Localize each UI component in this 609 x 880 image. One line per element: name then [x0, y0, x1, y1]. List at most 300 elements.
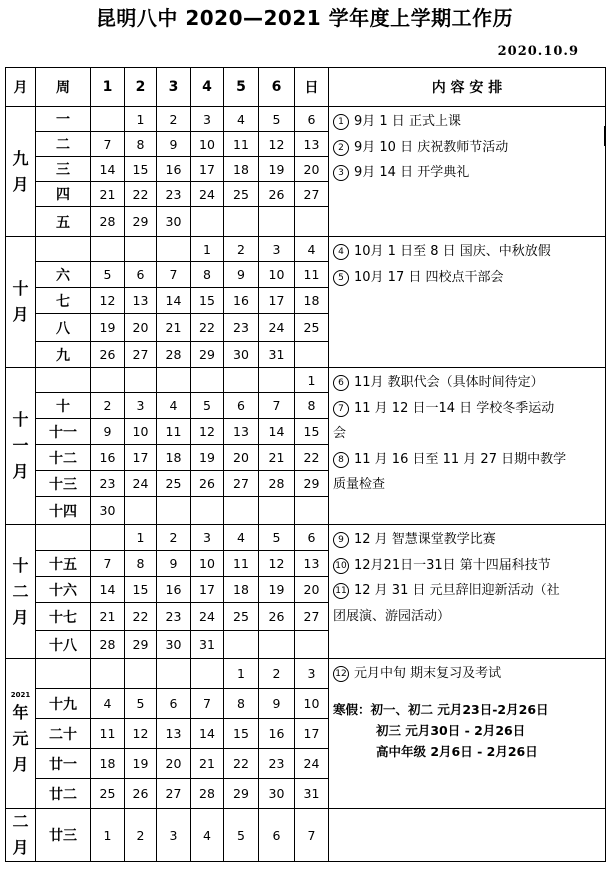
day-cell: 22	[125, 603, 157, 631]
events-oct	[329, 237, 606, 368]
event-text: 10月 1 日至 8 日 国庆、中秋放假	[354, 244, 551, 259]
day-cell: 2	[157, 525, 191, 551]
day-cell: 1	[125, 525, 157, 551]
day-cell: 1	[191, 237, 224, 262]
event-item	[333, 109, 605, 135]
day-cell: 9	[259, 689, 295, 719]
day-cell: 20	[125, 314, 157, 342]
event-item	[333, 396, 605, 422]
week-row	[6, 659, 606, 689]
event-item	[333, 661, 605, 687]
day-cell: 19	[259, 577, 295, 603]
events-nov	[329, 368, 606, 525]
events-sep	[329, 107, 606, 237]
event-item	[333, 447, 605, 473]
day-cell: 25	[157, 471, 191, 497]
day-cell	[295, 497, 329, 525]
day-cell: 1	[295, 368, 329, 393]
day-cell: 31	[259, 342, 295, 368]
week-number: 三	[36, 157, 91, 182]
header-day-5: 5	[224, 68, 259, 107]
day-cell	[91, 525, 125, 551]
day-cell: 21	[191, 749, 224, 779]
month-cell	[6, 809, 36, 862]
day-cell	[259, 368, 295, 393]
day-cell: 15	[295, 419, 329, 445]
day-cell	[91, 107, 125, 132]
day-cell: 17	[259, 288, 295, 314]
day-cell: 12	[125, 719, 157, 749]
day-cell: 1	[125, 107, 157, 132]
day-cell: 30	[259, 779, 295, 809]
event-text: 10月 17 日 四校点干部会	[354, 269, 504, 285]
day-cell: 10	[125, 419, 157, 445]
event-text: 11 月 12 日一14 日 学校冬季运动	[354, 400, 555, 416]
week-number: 九	[36, 342, 91, 368]
week-number: 十	[36, 393, 91, 419]
header-day-1: 1	[91, 68, 125, 107]
day-cell: 21	[91, 603, 125, 631]
day-cell: 21	[91, 182, 125, 207]
month-char: 月	[12, 754, 29, 774]
day-cell: 29	[125, 631, 157, 659]
day-cell: 12	[191, 419, 224, 445]
holiday-line-1: 寒假：初一、初二 元月23日-2月26日	[333, 701, 549, 717]
day-cell: 5	[91, 262, 125, 288]
month-year: 2021	[10, 690, 31, 699]
day-cell: 14	[259, 419, 295, 445]
month-char: 二	[12, 812, 29, 831]
day-cell: 25	[91, 779, 125, 809]
event-number: 4	[333, 244, 349, 260]
day-cell: 3	[157, 809, 191, 862]
day-cell	[91, 659, 125, 689]
day-cell: 24	[125, 471, 157, 497]
event-text: 12月21日一31日 第十四届科技节	[354, 557, 551, 573]
day-cell: 2	[125, 809, 157, 862]
day-cell: 9	[91, 419, 125, 445]
day-cell: 7	[191, 689, 224, 719]
day-cell: 24	[259, 314, 295, 342]
day-cell: 11	[91, 719, 125, 749]
day-cell	[157, 659, 191, 689]
day-cell: 17	[191, 157, 224, 182]
day-cell: 30	[224, 342, 259, 368]
winter-holiday	[333, 699, 605, 762]
day-cell: 2	[157, 107, 191, 132]
week-number	[36, 237, 91, 262]
week-number	[36, 368, 91, 393]
day-cell: 28	[91, 207, 125, 237]
header-day-2: 2	[125, 68, 157, 107]
week-number: 八	[36, 314, 91, 342]
day-cell: 10	[259, 262, 295, 288]
events-jan	[329, 659, 606, 809]
day-cell: 12	[259, 551, 295, 577]
week-row	[6, 525, 606, 551]
day-cell: 17	[125, 445, 157, 471]
day-cell: 5	[224, 809, 259, 862]
day-cell: 16	[157, 157, 191, 182]
event-number: 6	[333, 375, 349, 391]
day-cell	[157, 237, 191, 262]
event-continuation: 团展演、游园活动）	[333, 608, 451, 624]
day-cell: 14	[191, 719, 224, 749]
week-number: 十五	[36, 551, 91, 577]
day-cell	[295, 631, 329, 659]
day-cell: 3	[295, 659, 329, 689]
month-char: 月	[12, 174, 29, 194]
month-cell	[6, 368, 36, 525]
day-cell: 8	[295, 393, 329, 419]
day-cell: 30	[157, 631, 191, 659]
events-dec	[329, 525, 606, 659]
day-cell: 13	[295, 551, 329, 577]
day-cell: 27	[157, 779, 191, 809]
header-week: 周	[36, 68, 91, 107]
page-title: 昆明八中 2020—2021 学年度上学期工作历	[95, 6, 514, 30]
day-cell: 25	[295, 314, 329, 342]
day-cell: 28	[259, 471, 295, 497]
day-cell: 31	[295, 779, 329, 809]
day-cell: 29	[125, 207, 157, 237]
day-cell: 18	[295, 288, 329, 314]
day-cell: 14	[91, 157, 125, 182]
week-number: 六	[36, 262, 91, 288]
day-cell: 23	[259, 749, 295, 779]
day-cell: 18	[91, 749, 125, 779]
event-item	[333, 239, 605, 265]
day-cell: 26	[191, 471, 224, 497]
day-cell	[224, 207, 259, 237]
day-cell: 22	[125, 182, 157, 207]
day-cell: 21	[259, 445, 295, 471]
day-cell: 27	[224, 471, 259, 497]
week-number: 二十	[36, 719, 91, 749]
day-cell: 13	[157, 719, 191, 749]
day-cell: 23	[157, 182, 191, 207]
day-cell: 1	[224, 659, 259, 689]
week-number	[36, 659, 91, 689]
day-cell: 28	[157, 342, 191, 368]
month-char: 十	[12, 410, 29, 429]
day-cell: 29	[295, 471, 329, 497]
day-cell: 8	[125, 132, 157, 157]
day-cell: 17	[191, 577, 224, 603]
week-row	[6, 107, 606, 132]
day-cell: 26	[259, 603, 295, 631]
day-cell	[224, 368, 259, 393]
day-cell: 4	[191, 809, 224, 862]
day-cell	[191, 659, 224, 689]
week-row	[6, 237, 606, 262]
day-cell: 27	[125, 342, 157, 368]
day-cell: 18	[224, 577, 259, 603]
month-char: 二	[12, 581, 29, 601]
month-char: 年	[12, 702, 29, 722]
day-cell	[224, 631, 259, 659]
day-cell: 18	[157, 445, 191, 471]
week-number: 十八	[36, 631, 91, 659]
day-cell: 21	[157, 314, 191, 342]
event-number: 7	[333, 401, 349, 417]
week-number: 廿二	[36, 779, 91, 809]
event-number: 2	[333, 140, 349, 156]
day-cell: 5	[259, 107, 295, 132]
month-char: 月	[12, 838, 29, 857]
day-cell: 5	[259, 525, 295, 551]
day-cell: 4	[224, 525, 259, 551]
day-cell: 28	[191, 779, 224, 809]
month-char: 十	[12, 555, 29, 575]
week-number: 五	[36, 207, 91, 237]
issue-date: 2020.10.9	[497, 44, 579, 59]
day-cell: 26	[91, 342, 125, 368]
event-text: 元月中旬 期末复习及考试	[354, 666, 502, 681]
day-cell: 1	[91, 809, 125, 862]
event-number: 11	[333, 583, 349, 599]
day-cell: 6	[224, 393, 259, 419]
event-continuation: 会	[333, 426, 347, 441]
event-item	[333, 527, 605, 553]
week-row	[6, 809, 606, 862]
header-month: 月	[6, 68, 36, 107]
month-char: 一	[12, 436, 29, 455]
day-cell: 7	[295, 809, 329, 862]
month-char: 月	[12, 462, 29, 481]
day-cell: 3	[191, 107, 224, 132]
day-cell: 13	[295, 132, 329, 157]
event-item	[333, 370, 605, 396]
week-number: 四	[36, 182, 91, 207]
event-number: 8	[333, 452, 349, 468]
week-number: 十三	[36, 471, 91, 497]
event-continuation: 质量检查	[333, 477, 386, 492]
header-day-7: 日	[295, 68, 329, 107]
day-cell: 26	[259, 182, 295, 207]
day-cell: 23	[224, 314, 259, 342]
day-cell	[191, 368, 224, 393]
day-cell: 2	[224, 237, 259, 262]
header-day-4: 4	[191, 68, 224, 107]
week-number: 十六	[36, 577, 91, 603]
day-cell: 5	[125, 689, 157, 719]
day-cell: 4	[224, 107, 259, 132]
calendar-table	[5, 67, 606, 862]
day-cell	[224, 497, 259, 525]
day-cell: 19	[259, 157, 295, 182]
day-cell: 14	[157, 288, 191, 314]
event-text: 11 月 16 日至 11 月 27 日期中教学	[354, 451, 567, 467]
day-cell: 10	[295, 689, 329, 719]
month-char: 十	[12, 279, 29, 298]
day-cell	[125, 237, 157, 262]
event-number: 9	[333, 532, 349, 548]
month-cell	[6, 659, 36, 809]
week-number: 十九	[36, 689, 91, 719]
day-cell	[91, 237, 125, 262]
day-cell: 6	[295, 107, 329, 132]
month-char: 月	[12, 305, 29, 324]
day-cell: 15	[191, 288, 224, 314]
day-cell: 25	[224, 603, 259, 631]
week-number: 十二	[36, 445, 91, 471]
event-text: 11月 教职代会（具体时间待定）	[354, 375, 544, 390]
day-cell: 20	[295, 577, 329, 603]
day-cell: 15	[125, 577, 157, 603]
day-cell: 9	[157, 132, 191, 157]
day-cell: 16	[224, 288, 259, 314]
events-feb	[329, 809, 606, 862]
header-row	[6, 68, 606, 107]
day-cell: 16	[157, 577, 191, 603]
day-cell: 15	[125, 157, 157, 182]
month-char: 元	[12, 728, 29, 748]
day-cell: 24	[191, 182, 224, 207]
day-cell: 10	[191, 551, 224, 577]
day-cell	[295, 207, 329, 237]
day-cell: 24	[191, 603, 224, 631]
day-cell: 6	[295, 525, 329, 551]
week-number: 廿一	[36, 749, 91, 779]
day-cell: 30	[157, 207, 191, 237]
day-cell: 6	[125, 262, 157, 288]
day-cell: 16	[259, 719, 295, 749]
day-cell: 20	[295, 157, 329, 182]
day-cell: 28	[91, 631, 125, 659]
header-day-6: 6	[259, 68, 295, 107]
day-cell: 2	[259, 659, 295, 689]
event-item	[333, 160, 605, 186]
day-cell: 10	[191, 132, 224, 157]
event-number: 1	[333, 114, 349, 130]
day-cell: 24	[295, 749, 329, 779]
week-number: 七	[36, 288, 91, 314]
day-cell: 9	[157, 551, 191, 577]
day-cell: 13	[125, 288, 157, 314]
day-cell: 8	[125, 551, 157, 577]
day-cell: 30	[91, 497, 125, 525]
day-cell: 13	[224, 419, 259, 445]
day-cell: 22	[191, 314, 224, 342]
event-text: 9月 1 日 正式上课	[354, 114, 461, 129]
week-number: 十七	[36, 603, 91, 631]
event-text: 12 月 智慧课堂教学比赛	[354, 532, 496, 547]
day-cell: 11	[224, 132, 259, 157]
day-cell: 4	[295, 237, 329, 262]
day-cell: 29	[224, 779, 259, 809]
day-cell: 19	[125, 749, 157, 779]
holiday-line-3: 高中年级 2月6日 - 2月26日	[376, 743, 538, 759]
week-number: 十四	[36, 497, 91, 525]
week-row	[6, 368, 606, 393]
day-cell: 7	[91, 132, 125, 157]
month-cell	[6, 237, 36, 368]
day-cell	[259, 207, 295, 237]
day-cell: 11	[295, 262, 329, 288]
day-cell: 20	[157, 749, 191, 779]
day-cell: 22	[295, 445, 329, 471]
day-cell: 7	[259, 393, 295, 419]
event-item	[333, 578, 605, 604]
day-cell: 7	[157, 262, 191, 288]
event-item	[333, 265, 605, 291]
month-char: 九	[12, 148, 29, 168]
event-item	[333, 135, 605, 161]
day-cell: 25	[224, 182, 259, 207]
day-cell: 16	[91, 445, 125, 471]
day-cell: 4	[91, 689, 125, 719]
day-cell: 9	[224, 262, 259, 288]
event-number: 10	[333, 558, 349, 574]
day-cell: 14	[91, 577, 125, 603]
day-cell: 6	[259, 809, 295, 862]
event-item	[333, 553, 605, 579]
day-cell: 3	[125, 393, 157, 419]
day-cell: 19	[191, 445, 224, 471]
day-cell: 23	[157, 603, 191, 631]
day-cell: 8	[224, 689, 259, 719]
day-cell: 4	[157, 393, 191, 419]
day-cell	[125, 659, 157, 689]
day-cell: 2	[91, 393, 125, 419]
header-day-3: 3	[157, 68, 191, 107]
day-cell: 5	[191, 393, 224, 419]
week-number: 廿三	[36, 809, 91, 862]
day-cell: 20	[224, 445, 259, 471]
day-cell	[259, 497, 295, 525]
day-cell: 18	[224, 157, 259, 182]
day-cell: 22	[224, 749, 259, 779]
day-cell: 17	[295, 719, 329, 749]
month-char: 月	[12, 607, 29, 627]
day-cell: 12	[91, 288, 125, 314]
day-cell: 3	[191, 525, 224, 551]
day-cell: 27	[295, 603, 329, 631]
day-cell: 31	[191, 631, 224, 659]
day-cell: 19	[91, 314, 125, 342]
day-cell	[157, 368, 191, 393]
day-cell: 8	[191, 262, 224, 288]
month-cell	[6, 525, 36, 659]
event-number: 12	[333, 666, 349, 682]
day-cell: 27	[295, 182, 329, 207]
event-text: 9月 14 日 开学典礼	[354, 165, 470, 180]
day-cell	[125, 497, 157, 525]
day-cell: 3	[259, 237, 295, 262]
event-number: 3	[333, 165, 349, 181]
day-cell: 11	[157, 419, 191, 445]
day-cell: 29	[191, 342, 224, 368]
day-cell: 7	[91, 551, 125, 577]
week-number: 十一	[36, 419, 91, 445]
day-cell	[191, 497, 224, 525]
week-number: 二	[36, 132, 91, 157]
event-text: 9月 10 日 庆祝教师节活动	[354, 139, 509, 155]
event-text: 12 月 31 日 元旦辞旧迎新活动（社	[354, 583, 560, 598]
day-cell	[191, 207, 224, 237]
week-number	[36, 525, 91, 551]
day-cell: 6	[157, 689, 191, 719]
day-cell	[259, 631, 295, 659]
month-cell	[6, 107, 36, 237]
day-cell	[157, 497, 191, 525]
day-cell	[295, 342, 329, 368]
header-content: 内 容 安 排	[329, 68, 606, 107]
day-cell: 15	[224, 719, 259, 749]
day-cell: 26	[125, 779, 157, 809]
calendar-body	[6, 107, 606, 862]
